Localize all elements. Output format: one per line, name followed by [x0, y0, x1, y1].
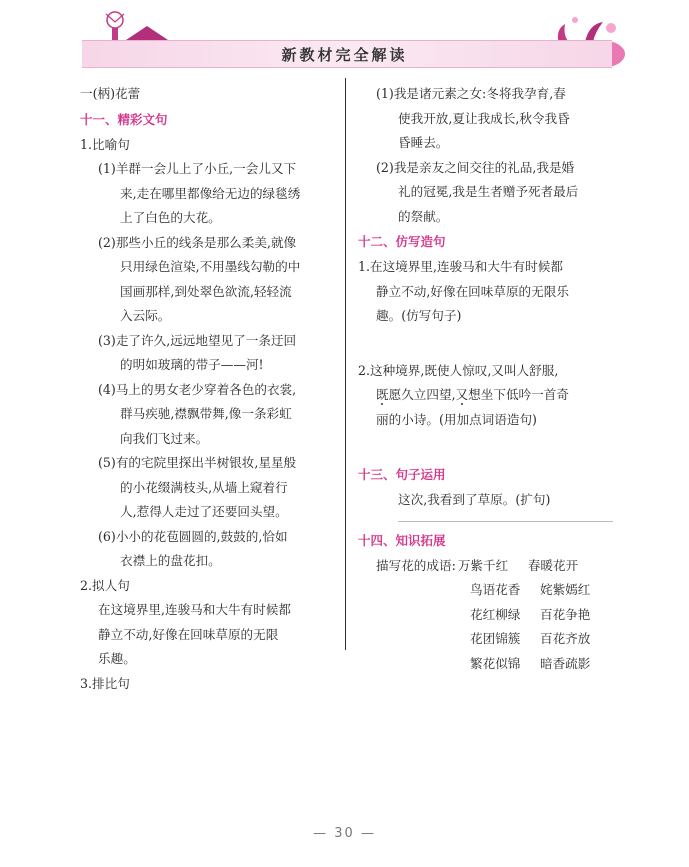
simile-4-line: 向我们飞过来。 [120, 430, 209, 446]
dotted-word: 又 [455, 387, 469, 402]
simile-2-line: 国画那样,到处翠色欲流,轻轻流 [120, 283, 292, 299]
idiom: 繁花似锦 [470, 655, 521, 671]
question-3-line: 这次,我看到了草原。(扩句) [398, 492, 551, 507]
idiom-row [358, 652, 613, 677]
section-12-heading: 十二、仿写造句 [358, 234, 446, 249]
section-11-heading: 十一、精彩文句 [80, 111, 168, 127]
personification-line: 在这境界里,连骏马和大牛有时候都 [98, 602, 291, 617]
simile-4-line: (4)马上的男女老少穿着各色的衣裳, [98, 381, 297, 397]
parallel-2-line: 礼的冠冕,我是生者赠予死者最后 [398, 184, 579, 199]
top-line: 一(柄)花蕾 [80, 86, 141, 101]
answer-space [358, 329, 613, 359]
idiom: 鸟语花香 [470, 582, 521, 597]
idiom-row [358, 554, 613, 579]
simile-3-line: (3)走了许久,远远地望见了一条迂回 [98, 332, 297, 348]
idiom: 花团锦簇 [470, 631, 521, 646]
column-divider [345, 78, 346, 650]
answer-space [358, 432, 613, 462]
simile-6-line: (6)小小的花苞圆圆的,鼓鼓的,恰如 [98, 528, 288, 544]
dotted-word: 既 [376, 387, 389, 402]
idiom: 姹紫嫣红 [540, 582, 591, 597]
page-title: 新教材完全解读 [281, 46, 408, 64]
question-2-line [358, 383, 613, 408]
simile-2-line: 入云际。 [120, 308, 171, 323]
parallelism-title: 3.排比句 [80, 675, 130, 691]
idiom-row [358, 627, 613, 652]
idiom: 万紫千红 [457, 557, 509, 573]
simile-1-line: 上了白色的大花。 [120, 210, 221, 225]
simile-1-line: 来,走在哪里都像给无边的绿毯绣 [120, 185, 301, 201]
idiom: 百花齐放 [540, 631, 591, 646]
idiom: 春暖花开 [527, 557, 579, 573]
question-2-text: 想坐下低吟一首奇 [468, 387, 569, 402]
simile-4-line: 群马疾驰,襟飘带舞,像一条彩虹 [120, 406, 292, 421]
idiom-row [358, 603, 613, 628]
question-2-text: 愿久立四望, [388, 387, 456, 402]
question-2-line: 2.这种境界,既使人惊叹,又叫人舒服, [358, 362, 559, 378]
question-1-line: 1.在这境界里,连骏马和大牛有时候都 [358, 259, 563, 274]
section-rule [398, 521, 613, 522]
idioms-label: 描写花的成语: [376, 557, 456, 573]
section-13-heading: 十三、句子运用 [358, 467, 446, 482]
personification-title: 2.拟人句 [80, 577, 130, 593]
personification-line: 乐趣。 [98, 651, 136, 666]
simile-5-line: 的小花缀满枝头,从墙上窥着行 [120, 479, 288, 495]
simile-1-line: (1)羊群一会儿上了小丘,一会儿又下 [98, 161, 297, 176]
simile-2-line: (2)那些小丘的线条是那么柔美,就像 [98, 234, 297, 250]
parallel-2-line: 的祭献。 [398, 208, 449, 224]
idiom: 暗香疏影 [540, 655, 591, 671]
question-1-line: 静立不动,好像在回味草原的无限乐 [376, 283, 569, 299]
question-1-line: 趣。(仿写句子) [376, 308, 462, 323]
section-14-heading: 十四、知识拓展 [358, 532, 446, 548]
simile-3-line: 的明如玻璃的带子——河! [120, 357, 264, 372]
personification-line: 静立不动,好像在回味草原的无限 [98, 626, 279, 642]
simile-5-line: 人,惹得人走过了还要回头望。 [120, 504, 288, 519]
left-column [80, 82, 335, 696]
question-2-line: 丽的小诗。(用加点词语造句) [376, 411, 537, 427]
parallel-1-line: 昏睡去。 [398, 135, 449, 150]
parallel-1-line: (1)我是诸元素之女:冬将我孕育,春 [376, 86, 566, 101]
right-column [358, 82, 613, 676]
simile-5-line: (5)有的宅院里探出半树银妆,星星般 [98, 455, 297, 470]
idiom: 花红柳绿 [470, 606, 521, 622]
idiom: 百花争艳 [540, 606, 591, 622]
parallel-2-line: (2)我是亲友之间交往的礼品,我是婚 [376, 159, 575, 175]
simile-2-line: 只用绿色渲染,不用墨线勾勒的中 [120, 259, 301, 274]
simile-title: 1.比喻句 [80, 136, 130, 152]
parallel-1-line: 使我开放,夏让我成长,秋令我昏 [398, 110, 570, 126]
idiom-row [358, 578, 613, 603]
page-number: — 30 — [313, 826, 376, 841]
page-header [0, 0, 689, 78]
simile-6-line: 衣襟上的盘花扣。 [120, 553, 221, 568]
